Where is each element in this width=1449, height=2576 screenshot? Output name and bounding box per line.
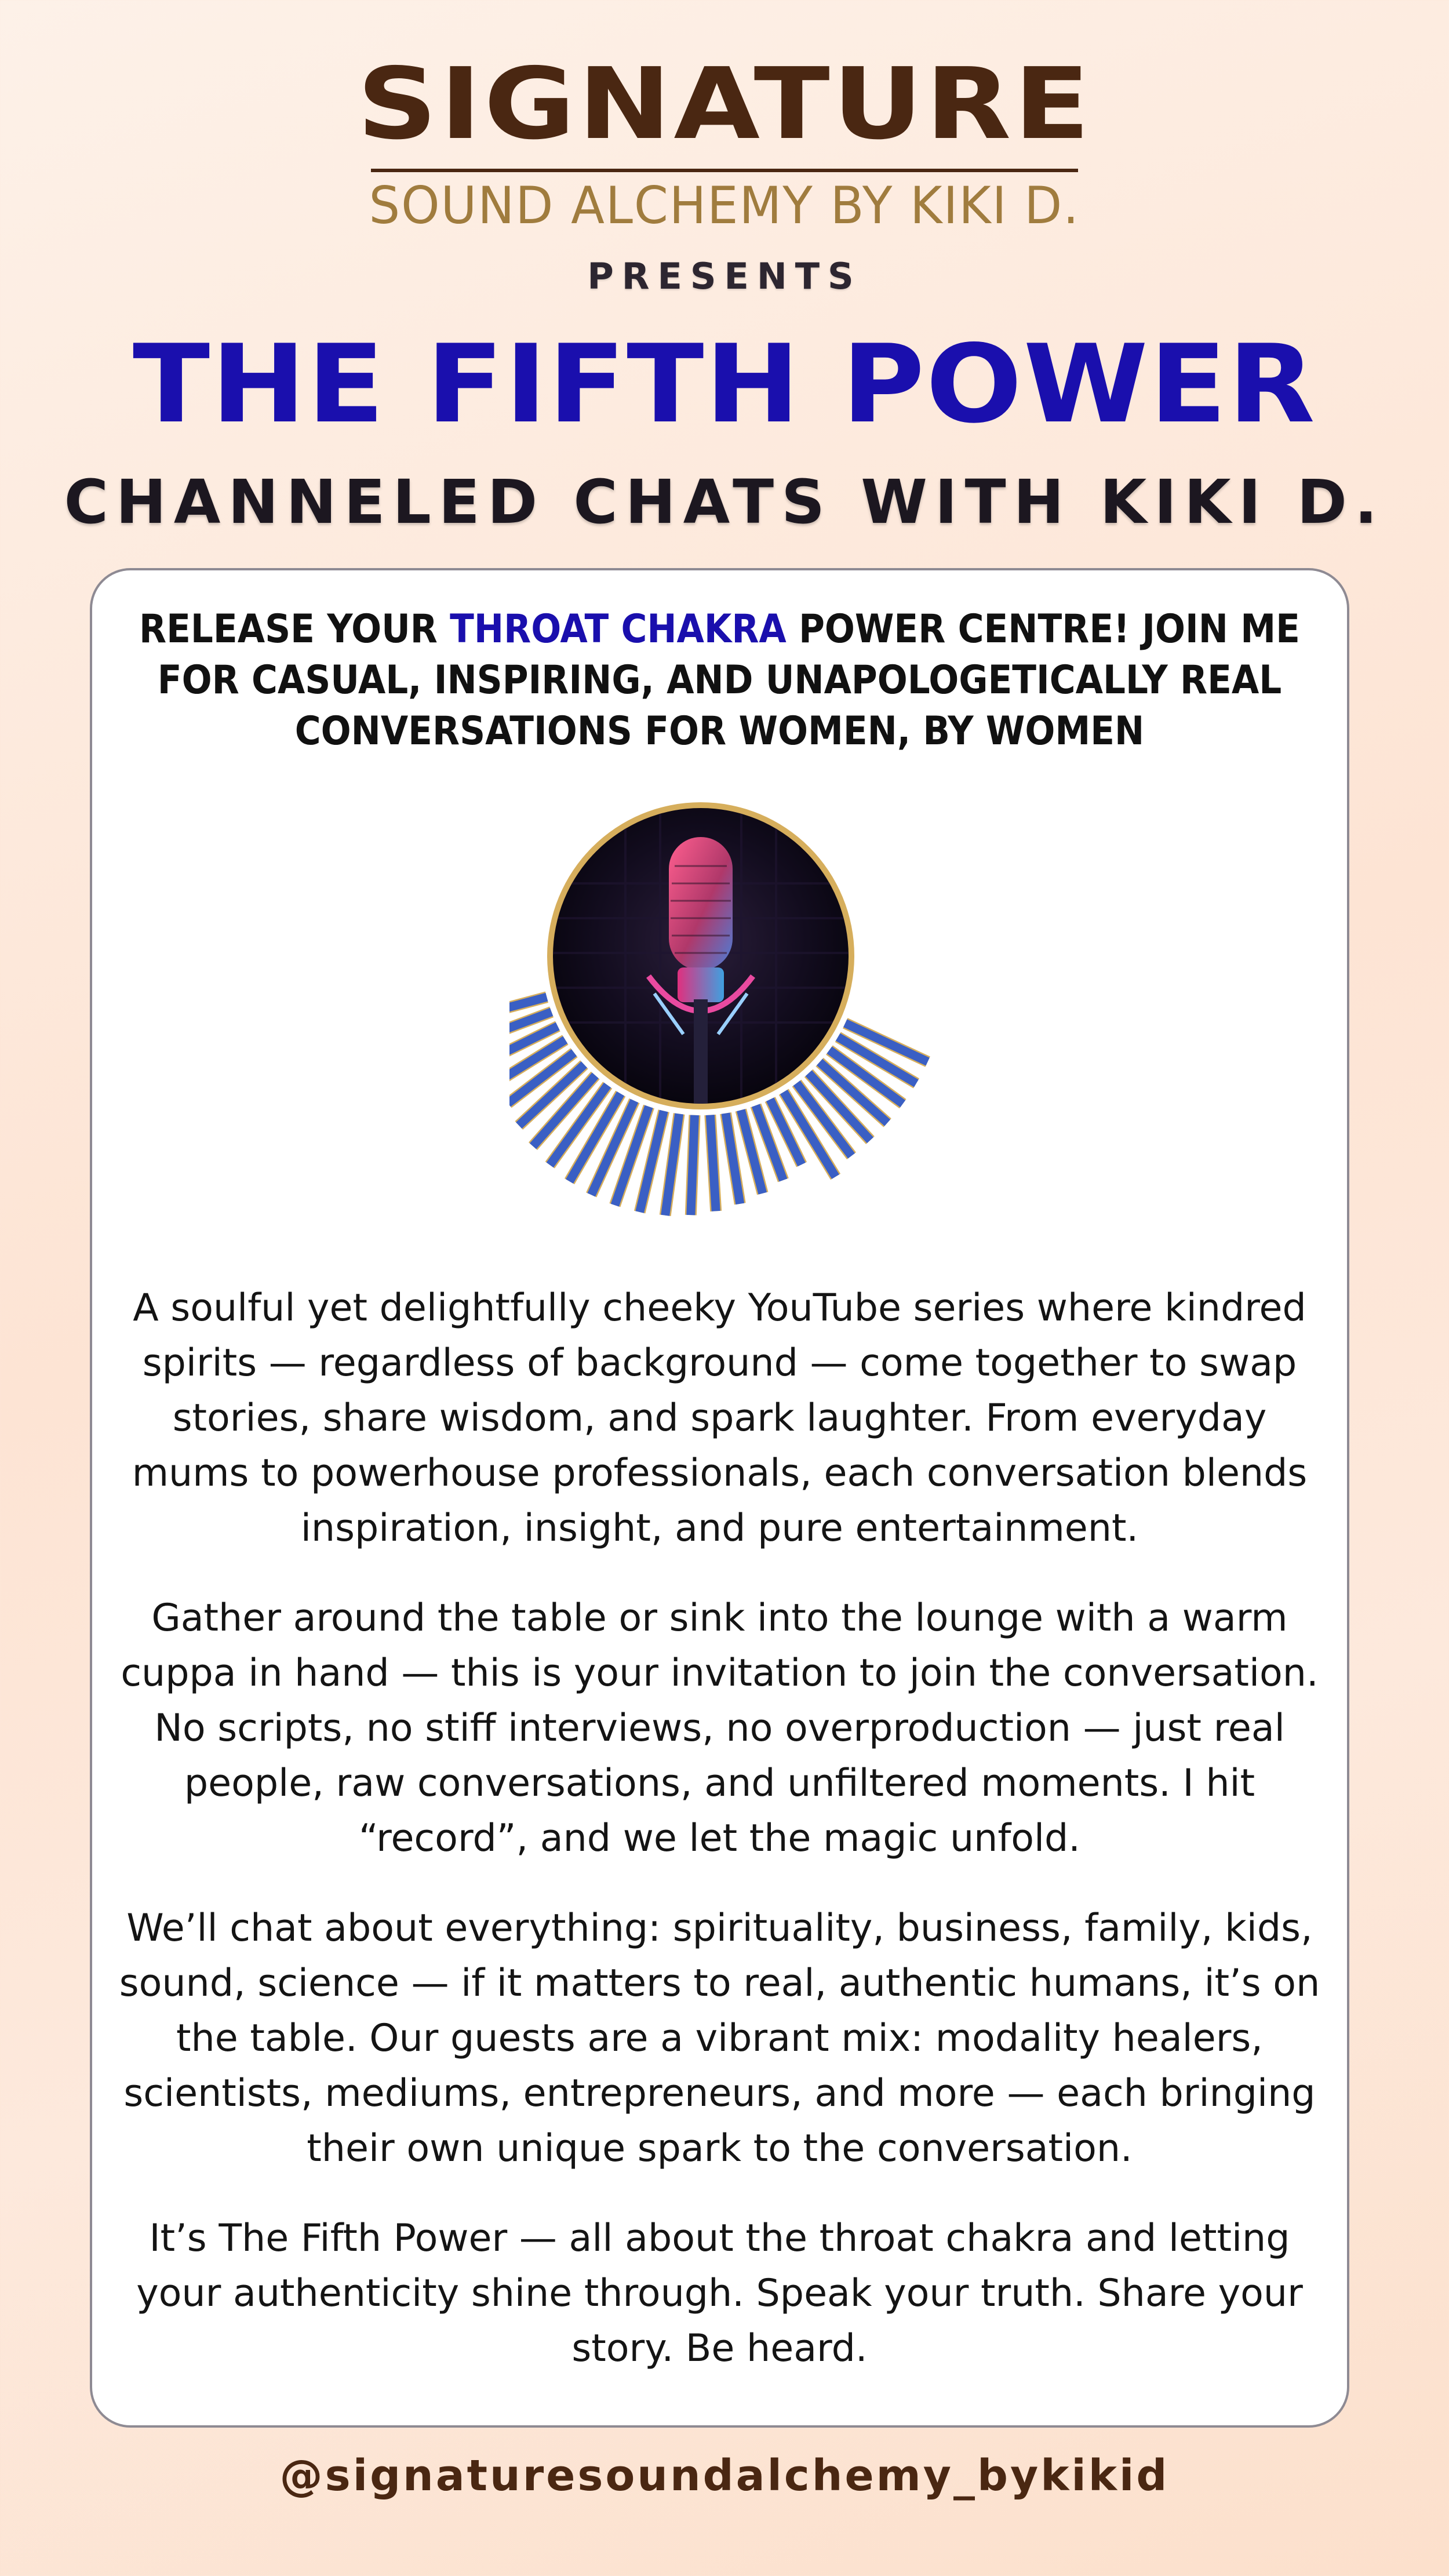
brand-divider [371,169,1078,172]
tagline-start: RELEASE YOUR [139,606,450,652]
brand-logo [0,47,1449,235]
description-card [90,568,1349,2428]
social-handle[interactable]: @signaturesoundalchemy_bykikid [279,2451,1170,2501]
soundwave-bar [691,1115,695,1215]
brand-subtitle: SOUND ALCHEMY BY KIKI D. [369,176,1080,235]
tagline-highlight: THROAT CHAKRA [450,606,787,652]
microphone-soundwave-icon [509,802,1031,1243]
paragraph: It’s The Fifth Power — all about the throat chakra and letting your authenticity shine through. Speak your truth. Share your story. Be heard. [136,2217,1303,2370]
show-subtitle: CHANNELED CHATS WITH KIKI D. [64,467,1385,537]
show-title: THE FIFTH POWER [132,321,1317,447]
paragraph: We’ll chat about everything: spirituality, business, family, kids, sound, science — if it matters to real, authentic humans, it’s on the table. Our guests are a vibrant mix: modality healers, scientists, mediums, entrepreneurs, and more — each bringing their own unique spark to the conversation. [119,1906,1320,2170]
paragraph: A soulful yet delightfully cheeky YouTube series where kindred spirits — regardless of background — come together to swap stories, share wisdom, and spark laughter. From everyday mums to powerhouse professionals, each conversation blends inspiration, insight, and pure entertainment. [132,1286,1308,1550]
tagline [133,604,1306,757]
brand-title: SIGNATURE [356,47,1093,162]
soundwave-bar [710,1115,716,1211]
tagline-end: POWER CENTRE! JOIN ME FOR CASUAL, INSPIRING, AND UNAPOLOGETICALLY REAL CONVERSATIONS FOR WOMEN, BY WOMEN [157,606,1300,754]
description-text [115,1280,1324,2411]
presents-label: PRESENTS [587,255,862,297]
paragraph: Gather around the table or sink into the lounge with a warm cuppa in hand — this is your invitation to join the conversation. No scripts, no stiff interviews, no overproduction — just real people, raw conversations, and unfiltered moments. I hit “record”, and we let the magic unfold. [121,1596,1319,1860]
